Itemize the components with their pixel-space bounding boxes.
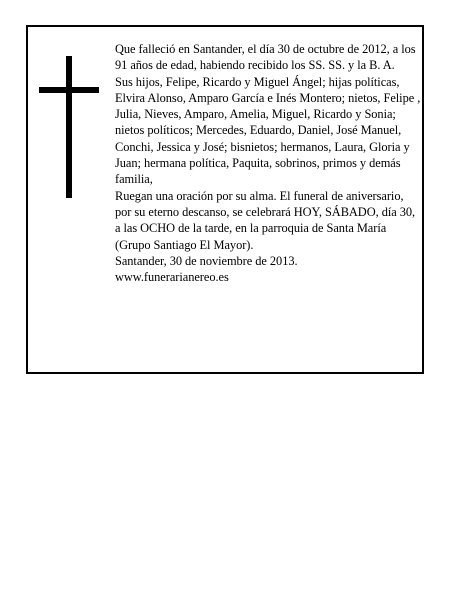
notice-body xyxy=(115,41,421,285)
notice-website: www.funerarianereo.es xyxy=(115,270,229,285)
cross-vertical-bar xyxy=(66,56,72,198)
notice-death-paragraph: Que falleció en Santander, el día 30 de octubre de 2012, a los 91 años de edad, habiendo recibido los SS. SS. y la B. A. xyxy=(115,42,416,73)
notice-family-paragraph: Sus hijos, Felipe, Ricardo y Miguel Ángel; hijas políticas, Elvira Alonso, Amparo García e Inés Montero; nietos, Felipe , Julia, Nieves, Amparo, Amelia, Miguel, Ricardo y Sonia; nietos políticos; Mercedes, Eduardo, Daniel, José Manuel, Conchi, Jessica y José; bisnietos; hermanos, Laura, Gloria y Juan; hermana política, Paquita, sobrinos, primos y demás familia, xyxy=(115,74,421,187)
notice-funeral-paragraph: Ruegan una oración por su alma. El funeral de aniversario, por su eterno descanso, se celebrará HOY, SÁBADO, día 30, a las OCHO de la tarde, en la parroquia de Santa María (Grupo Santiago El Mayor). xyxy=(115,188,416,252)
obituary-notice xyxy=(26,25,424,374)
latin-cross-icon xyxy=(39,56,99,198)
cross-horizontal-bar xyxy=(39,87,99,93)
notice-date-line: Santander, 30 de noviembre de 2013. xyxy=(115,253,298,268)
